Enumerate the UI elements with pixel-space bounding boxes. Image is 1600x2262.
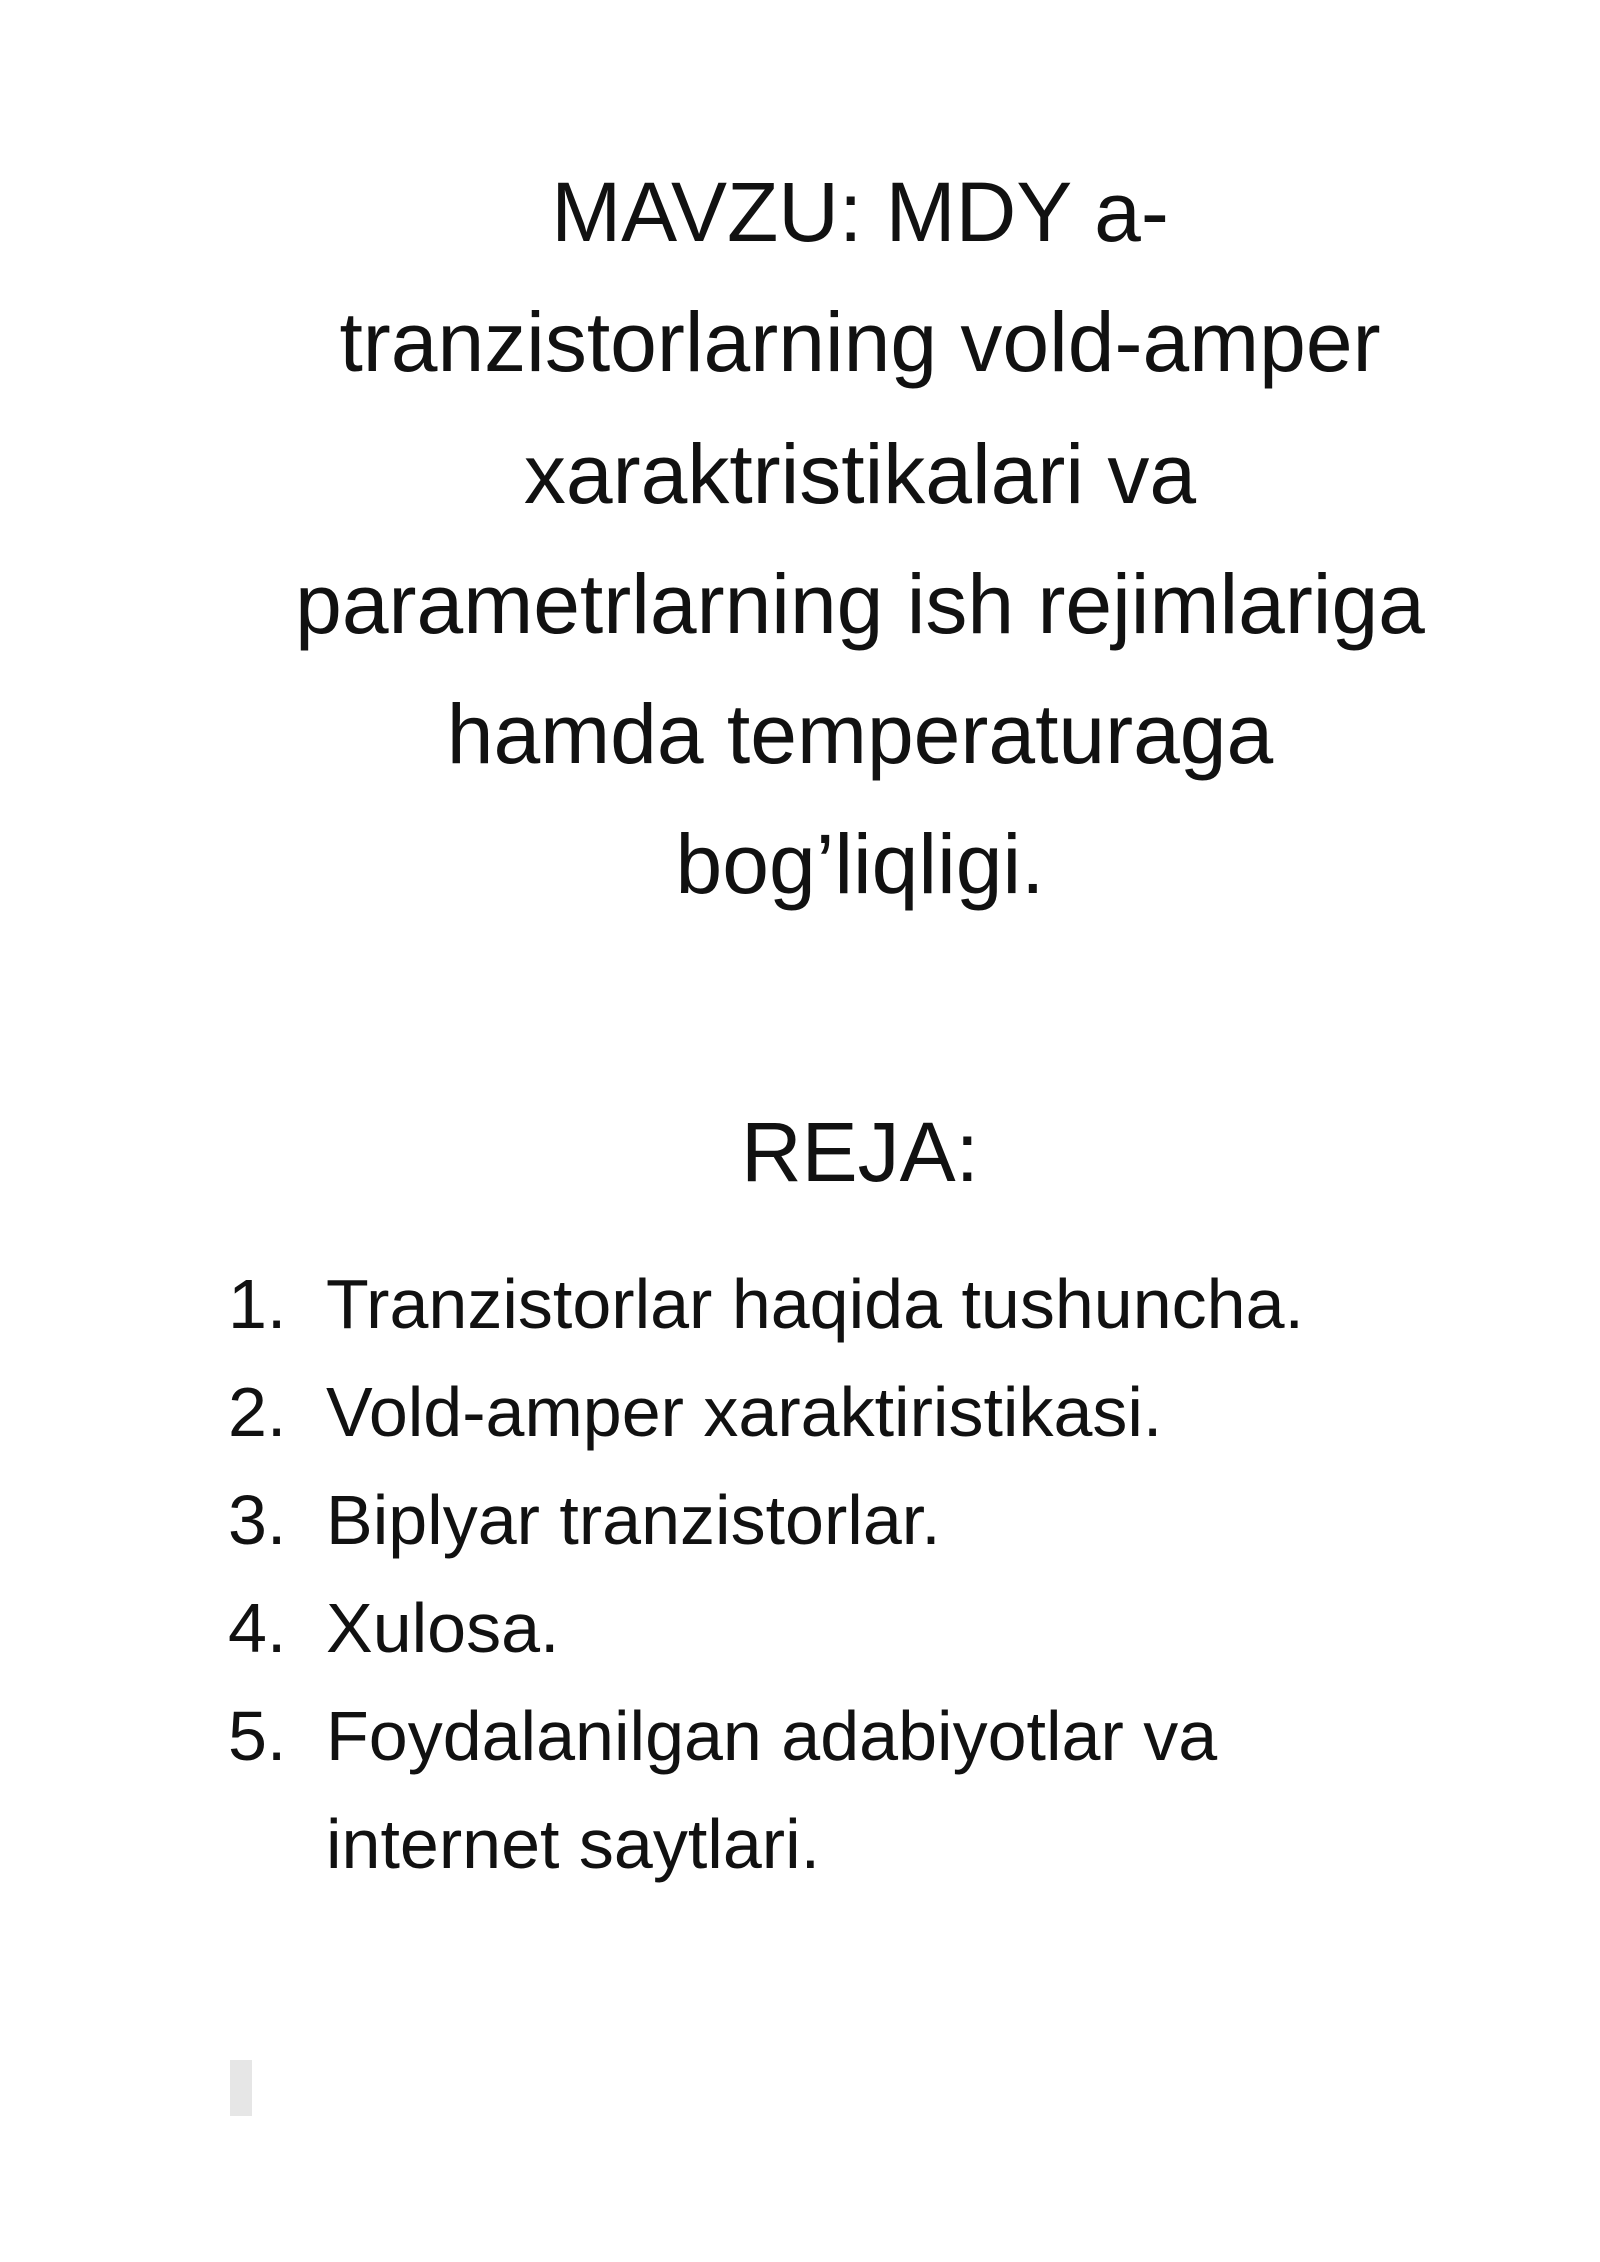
- plan-item-text: Biplyar tranzistorlar.: [326, 1481, 941, 1559]
- title-line-1: MAVZU: MDY a-: [551, 165, 1169, 259]
- plan-item-number: 5.: [228, 1697, 287, 1775]
- title-line-4: parametrlarning ish rejimlariga: [295, 557, 1425, 651]
- scan-mark: [230, 2060, 252, 2116]
- plan-item-text: Tranzistorlar haqida tushuncha.: [326, 1265, 1304, 1343]
- plan-item-text: Foydalanilgan adabiyotlar va internet saytlari.: [326, 1697, 1218, 1883]
- plan-list: [228, 1250, 1478, 1898]
- plan-item-number: 1.: [228, 1265, 287, 1343]
- plan-item-3: [228, 1466, 1478, 1574]
- title-line-6: bog’liqligi.: [675, 817, 1045, 911]
- plan-item-number: 2.: [228, 1373, 287, 1451]
- plan-item-text: Xulosa.: [326, 1589, 560, 1667]
- title-line-5: hamda temperaturaga: [446, 687, 1274, 781]
- plan-item-5: [228, 1682, 1478, 1898]
- plan-item-2: [228, 1358, 1478, 1466]
- plan-item-1: [228, 1250, 1478, 1358]
- title-line-3: xaraktristikalari va: [523, 427, 1197, 521]
- plan-item-4: [228, 1574, 1478, 1682]
- title-line-2: tranzistorlarning vold-amper: [339, 295, 1381, 389]
- plan-item-text: Vold-amper xaraktiristikasi.: [326, 1373, 1163, 1451]
- plan-item-number: 4.: [228, 1589, 287, 1667]
- plan-item-number: 3.: [228, 1481, 287, 1559]
- plan-heading: REJA:: [740, 1105, 980, 1199]
